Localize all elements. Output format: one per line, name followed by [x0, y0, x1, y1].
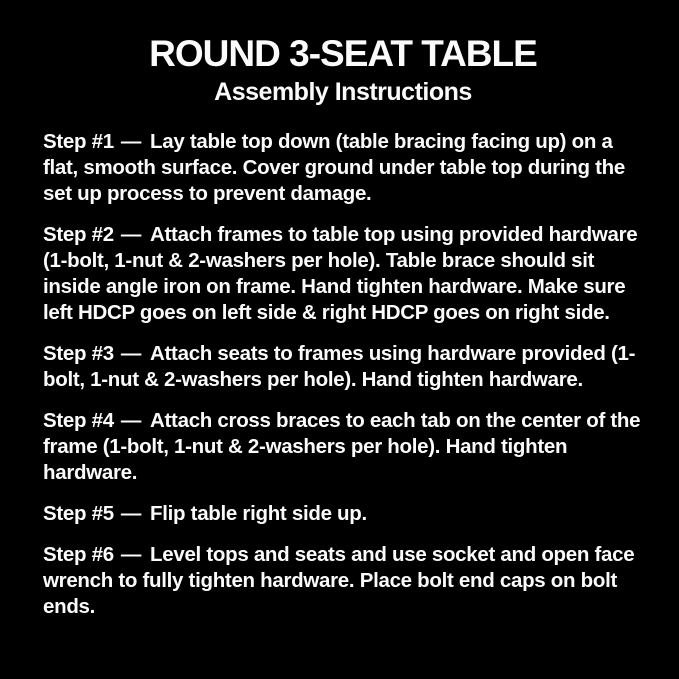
step-3-text: Attach seats to frames using hardware provided (1-bolt, 1-nut & 2-washers per hole). Hand tighten hardware. — [43, 342, 636, 392]
em-dash: — — [120, 543, 142, 567]
step-6-text: Level tops and seats and use socket and open face wrench to fully tighten hardware. Place bolt end caps on bolt ends. — [43, 543, 635, 619]
step-1-label: Step #1 — [43, 130, 114, 154]
step-6-label: Step #6 — [43, 543, 114, 567]
em-dash: — — [120, 130, 142, 154]
step-2-label: Step #2 — [43, 223, 114, 247]
em-dash: — — [120, 409, 142, 433]
step-4-paragraph — [43, 408, 643, 486]
step-3-paragraph — [43, 341, 643, 393]
step-1-paragraph — [43, 129, 643, 207]
step-5-paragraph — [43, 501, 643, 527]
step-5-label: Step #5 — [43, 502, 114, 526]
em-dash: — — [120, 502, 142, 526]
step-2-paragraph — [43, 222, 643, 326]
step-3-label: Step #3 — [43, 342, 114, 366]
step-5-text: Flip table right side up. — [150, 502, 367, 526]
page-title: ROUND 3-SEAT TABLE — [149, 33, 537, 74]
em-dash: — — [120, 342, 142, 366]
em-dash: — — [120, 223, 142, 247]
step-6-paragraph — [43, 542, 643, 620]
step-1-text: Lay table top down (table bracing facing up) on a flat, smooth surface. Cover ground under table top during the set up process to prevent damage. — [43, 130, 625, 206]
page-subtitle: Assembly Instructions — [214, 77, 472, 106]
step-4-text: Attach cross braces to each tab on the center of the frame (1-bolt, 1-nut & 2-washers per hole). Hand tighten hardware. — [43, 409, 641, 485]
step-2-text: Attach frames to table top using provided hardware (1-bolt, 1-nut & 2-washers per hole). Table brace should sit inside angle iron on frame. Hand tighten hardware. Make sure left HDCP goes on left side & right HDCP goes on right side. — [43, 223, 638, 325]
step-4-label: Step #4 — [43, 409, 114, 433]
